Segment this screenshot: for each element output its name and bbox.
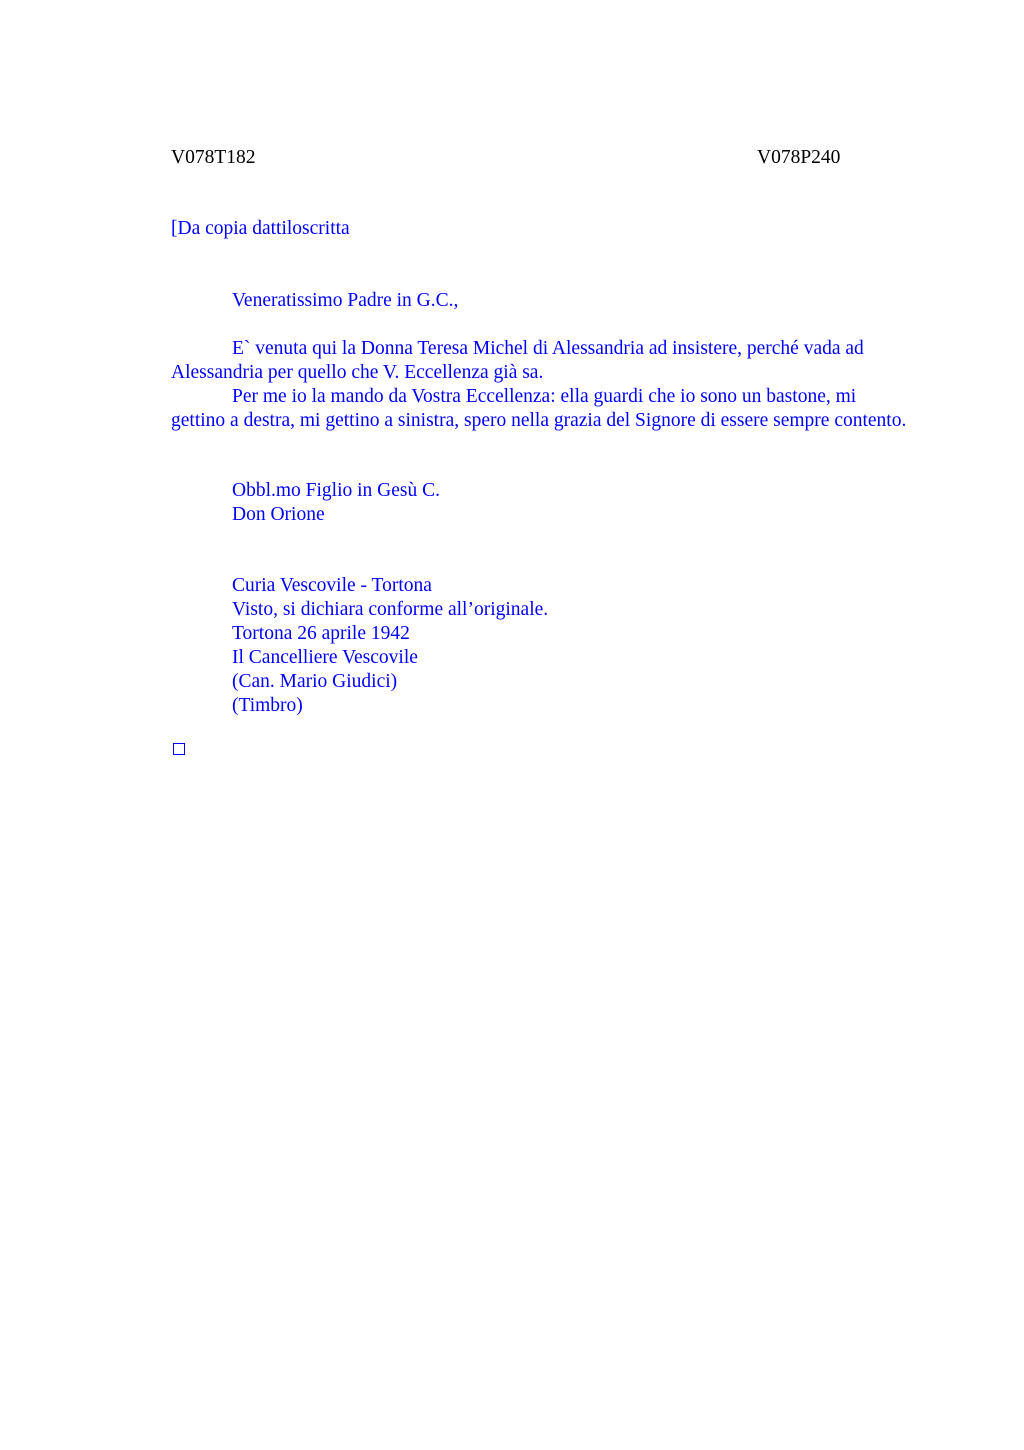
certification-line: Visto, si dichiara conforme all’originale. — [232, 599, 549, 620]
letter-closing — [232, 479, 440, 527]
closing-formula: Obbl.mo Figlio in Gesù C. — [232, 480, 441, 501]
source-note: [Da copia dattiloscritta — [171, 218, 350, 239]
letter-paragraph: Per me io la mando da Vostra Eccellenza: ella guardi che io sono un bastone, mi gettino a destra, mi gettino a sinistra, spero nella grazia del Signore di essere sempre contento. — [171, 386, 907, 431]
certification-line: Il Cancelliere Vescovile — [232, 647, 418, 668]
document-code-left: V078T182 — [171, 147, 256, 168]
signature: Don Orione — [232, 504, 325, 525]
letter-salutation: Veneratissimo Padre in G.C., — [232, 290, 459, 311]
certification-line: (Can. Mario Giudici) — [232, 671, 398, 692]
certification-line: Tortona 26 aprile 1942 — [232, 623, 410, 644]
document-code-right: V078P240 — [757, 147, 841, 168]
certification-line: Curia Vescovile - Tortona — [232, 575, 432, 596]
certification-block — [232, 574, 548, 718]
letter-body — [171, 337, 911, 433]
certification-line: (Timbro) — [232, 695, 303, 716]
end-marker-square-icon — [173, 743, 185, 755]
letter-paragraph: E` venuta qui la Donna Teresa Michel di Alessandria ad insistere, perché vada ad Alessandria per quello che V. Eccellenza già sa. — [171, 338, 864, 383]
